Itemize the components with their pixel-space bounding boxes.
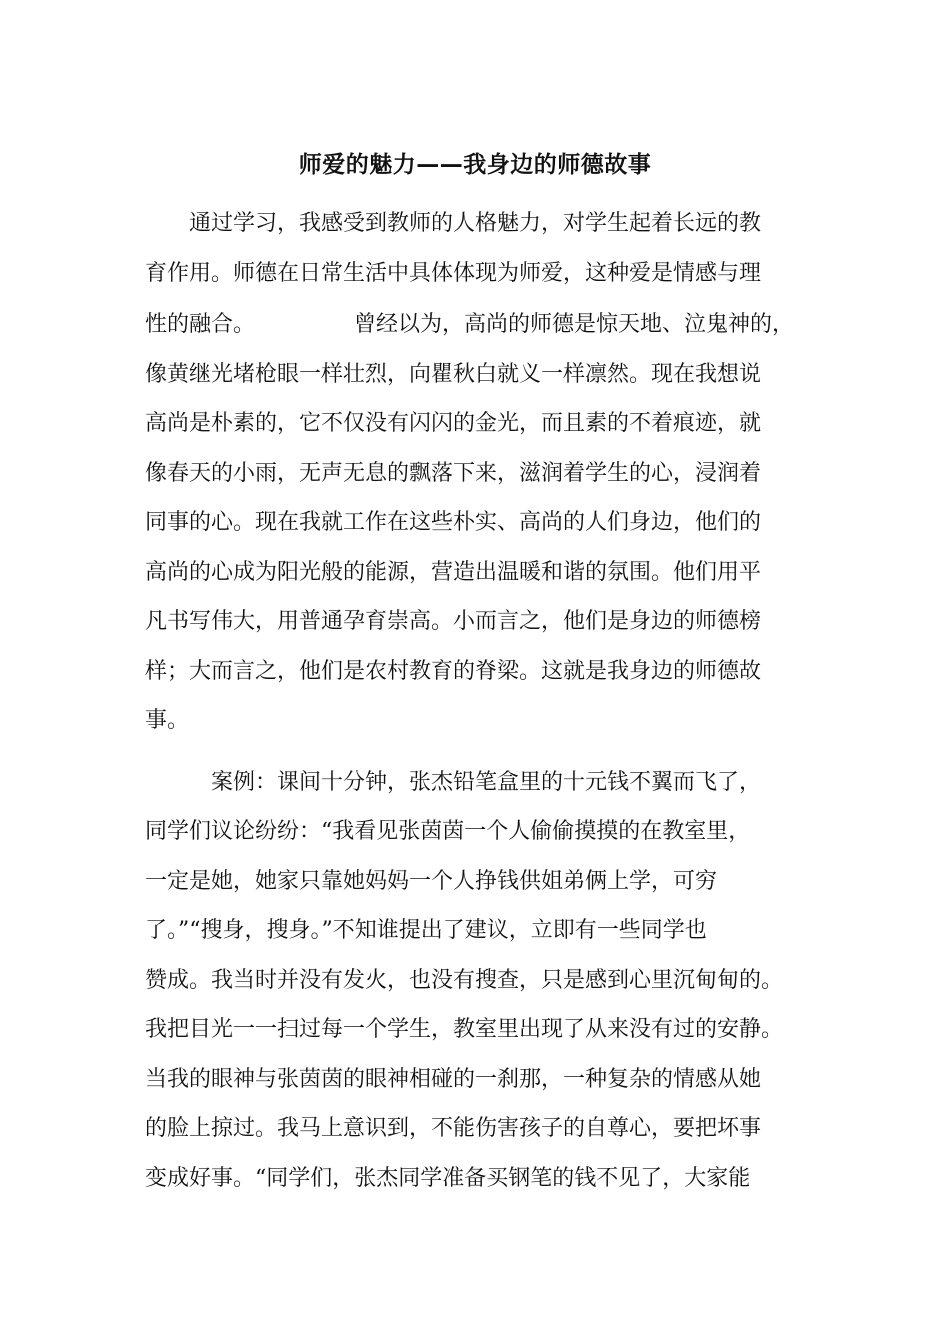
paragraph-line: 我把目光一一扫过每一个学生，教室里出现了从来没有过的安静。 bbox=[145, 1017, 784, 1042]
paragraph-line: 的脸上掠过。我马上意识到，不能伤害孩子的自尊心，要把坏事 bbox=[145, 1116, 762, 1141]
paragraph-line: 一定是她，她家只靠她妈妈一个人挣钱供姐弟俩上学，可穷 bbox=[145, 869, 718, 894]
paragraph-line: 像春天的小雨，无声无息的飘落下来，滋润着学生的心，浸润着 bbox=[145, 461, 762, 486]
paragraph-line: 性的融合。 曾经以为，高尚的师德是惊天地、泣鬼神的， bbox=[145, 312, 795, 337]
paragraph-line: 高尚是朴素的，它不仅没有闪闪的金光，而且素的不着痕迹，就 bbox=[145, 411, 762, 436]
paragraph-line: 赞成。我当时并没有发火，也没有搜查，只是感到心里沉甸甸的。 bbox=[145, 968, 784, 993]
paragraph-line: 样；大而言之，他们是农村教育的脊梁。这就是我身边的师德故 bbox=[145, 659, 762, 684]
paragraph-line: 同学们议论纷纷：“我看见张茵茵一个人偷偷摸摸的在教室里， bbox=[145, 819, 751, 844]
paragraph-line: 高尚的心成为阳光般的能源，营造出温暖和谐的氛围。他们用平 bbox=[145, 560, 762, 585]
paragraph-line: 通过学习，我感受到教师的人格魅力，对学生起着长远的教 bbox=[145, 211, 762, 236]
paragraph-line: 同事的心。现在我就工作在这些朴实、高尚的人们身边，他们的 bbox=[145, 510, 762, 535]
paragraph-line: 事。 bbox=[145, 708, 190, 733]
paragraph-line: 案例：课间十分钟，张杰铅笔盒里的十元钱不翼而飞了， bbox=[145, 770, 762, 795]
document-title: 师爱的魅力——我身边的师德故事 bbox=[298, 152, 652, 178]
paragraph-line: 变成好事。“同学们，张杰同学准备买钢笔的钱不见了，大家能 bbox=[145, 1166, 751, 1191]
paragraph-line: 当我的眼神与张茵茵的眼神相碰的一刹那，一种复杂的情感从她 bbox=[145, 1067, 762, 1092]
paragraph-line: 凡书写伟大，用普通孕育崇高。小而言之，他们是身边的师德榜 bbox=[145, 609, 762, 634]
paragraph-line: 了。”“搜身，搜身。”不知谁提出了建议，立即有一些同学也 bbox=[145, 918, 707, 943]
paragraph-line: 育作用。师德在日常生活中具体体现为师爱，这种爱是情感与理 bbox=[145, 261, 762, 286]
paragraph-line: 像黄继光堵枪眼一样壮烈，向瞿秋白就义一样凛然。现在我想说 bbox=[145, 362, 762, 387]
